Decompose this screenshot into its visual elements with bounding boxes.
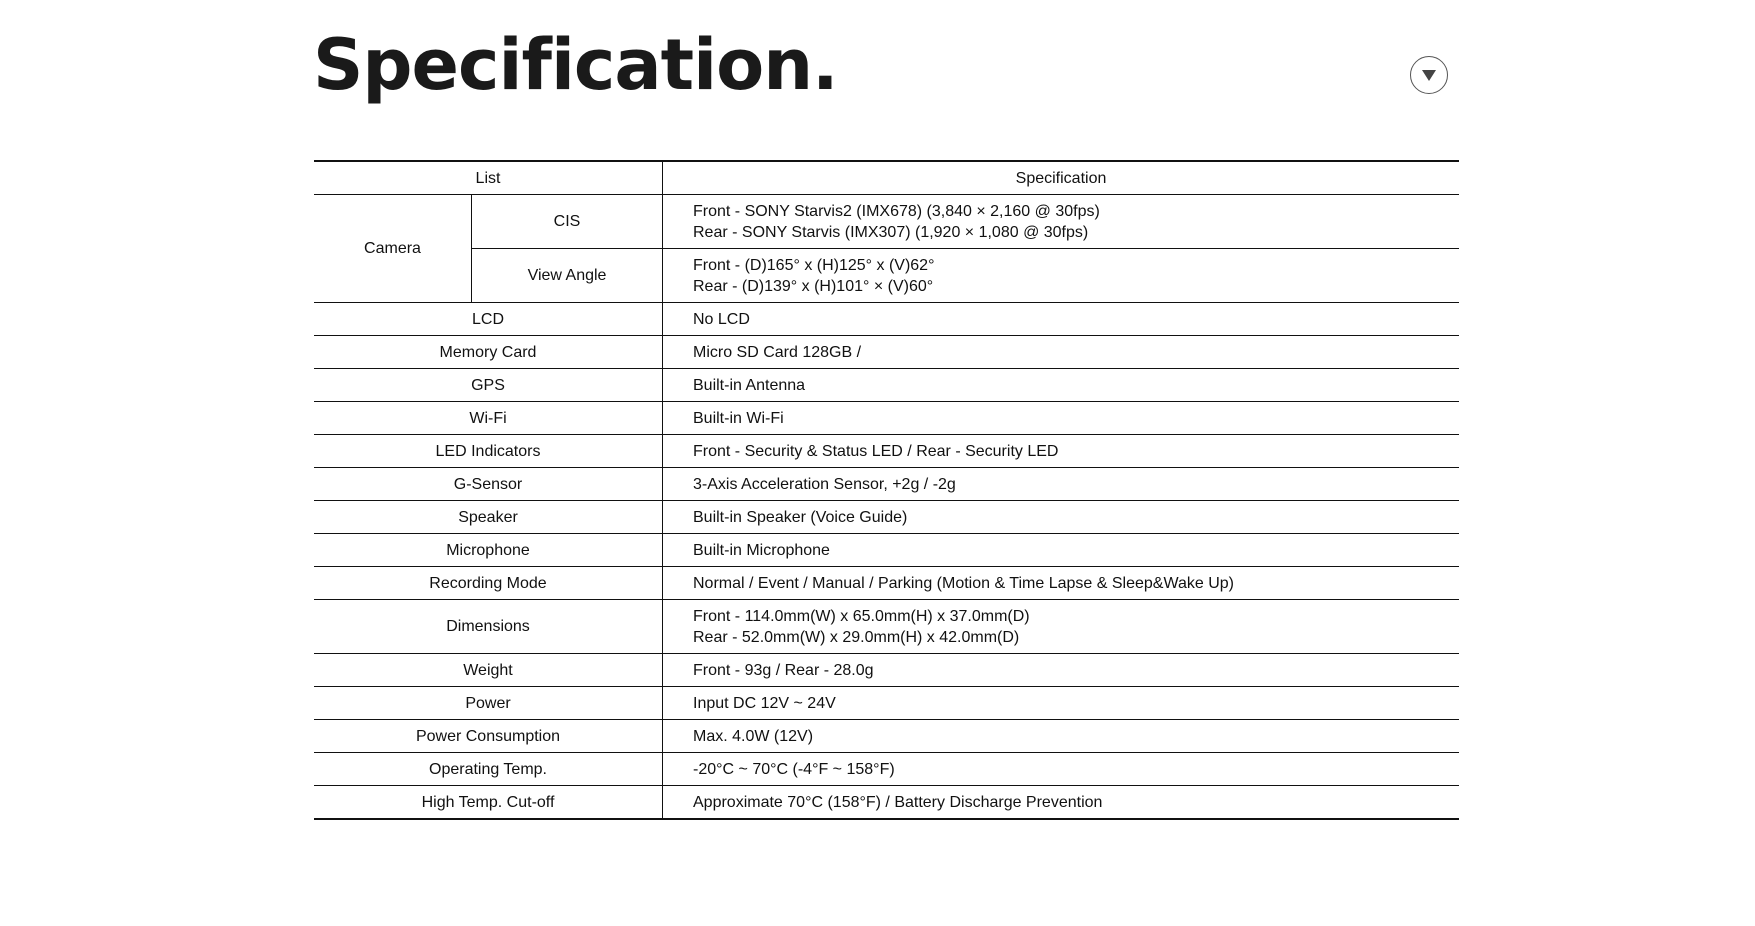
row-label: LED Indicators <box>314 435 663 468</box>
row-value <box>663 303 1460 336</box>
value-line: Built-in Speaker (Voice Guide) <box>693 508 908 526</box>
value-line: Rear - (D)139° x (H)101° × (V)60° <box>693 277 934 295</box>
table-row <box>314 654 1459 687</box>
table-row <box>314 534 1459 567</box>
value-line: Front - SONY Starvis2 (IMX678) (3,840 × 2,160 @ 30fps) <box>693 202 1100 220</box>
value-line: Built-in Wi-Fi <box>693 409 784 427</box>
row-value <box>663 534 1460 567</box>
value-line: Approximate 70°C (158°F) / Battery Discharge Prevention <box>693 793 1103 811</box>
table-row <box>314 303 1459 336</box>
row-value <box>663 687 1460 720</box>
row-label: High Temp. Cut-off <box>314 786 663 820</box>
table-row <box>314 720 1459 753</box>
value-line: Front - (D)165° x (H)125° x (V)62° <box>693 256 935 274</box>
row-value-cis <box>663 195 1460 249</box>
row-label: GPS <box>314 369 663 402</box>
value-line: Max. 4.0W (12V) <box>693 727 814 745</box>
table-row <box>314 435 1459 468</box>
table-row <box>314 786 1459 820</box>
value-line: Rear - 52.0mm(W) x 29.0mm(H) x 42.0mm(D) <box>693 628 1020 646</box>
row-label: Dimensions <box>314 600 663 654</box>
header-list: List <box>314 161 663 195</box>
table-row <box>314 249 1459 303</box>
value-line: Built-in Microphone <box>693 541 830 559</box>
row-label: LCD <box>314 303 663 336</box>
row-label: Speaker <box>314 501 663 534</box>
collapse-toggle-button[interactable] <box>1410 56 1448 94</box>
table-row <box>314 468 1459 501</box>
table-row <box>314 600 1459 654</box>
row-label-camera: Camera <box>314 195 472 303</box>
row-value <box>663 402 1460 435</box>
row-value <box>663 468 1460 501</box>
table-row <box>314 687 1459 720</box>
value-line: Input DC 12V ~ 24V <box>693 694 836 712</box>
value-line: Front - 114.0mm(W) x 65.0mm(H) x 37.0mm(D) <box>693 607 1030 625</box>
row-value <box>663 369 1460 402</box>
value-line: -20°C ~ 70°C (-4°F ~ 158°F) <box>693 760 895 778</box>
table-row <box>314 501 1459 534</box>
row-label: Weight <box>314 654 663 687</box>
value-line: Micro SD Card 128GB / <box>693 343 862 361</box>
row-value <box>663 786 1460 820</box>
header-specification: Specification <box>663 161 1460 195</box>
value-line: 3-Axis Acceleration Sensor, +2g / -2g <box>693 475 956 493</box>
row-label: Power Consumption <box>314 720 663 753</box>
table-row <box>314 336 1459 369</box>
row-label: Wi-Fi <box>314 402 663 435</box>
row-value-view-angle <box>663 249 1460 303</box>
row-value <box>663 435 1460 468</box>
table-row <box>314 567 1459 600</box>
row-sublabel-cis: CIS <box>472 195 663 249</box>
table-header-row <box>314 161 1459 195</box>
row-value <box>663 600 1460 654</box>
value-line: Built-in Antenna <box>693 376 806 394</box>
row-value <box>663 567 1460 600</box>
row-value <box>663 501 1460 534</box>
row-value <box>663 654 1460 687</box>
value-line: No LCD <box>693 310 750 328</box>
row-value <box>663 336 1460 369</box>
row-label: G-Sensor <box>314 468 663 501</box>
row-value <box>663 753 1460 786</box>
page-title: Specification. <box>313 24 838 106</box>
row-label: Operating Temp. <box>314 753 663 786</box>
table-row <box>314 195 1459 249</box>
row-label: Recording Mode <box>314 567 663 600</box>
row-value <box>663 720 1460 753</box>
table-row <box>314 369 1459 402</box>
value-line: Front - 93g / Rear - 28.0g <box>693 661 874 679</box>
table-row <box>314 753 1459 786</box>
spec-table <box>314 160 1459 820</box>
value-line: Front - Security & Status LED / Rear - Security LED <box>693 442 1059 460</box>
row-label: Microphone <box>314 534 663 567</box>
table-row <box>314 402 1459 435</box>
row-sublabel-view-angle: View Angle <box>472 249 663 303</box>
row-label: Memory Card <box>314 336 663 369</box>
value-line: Rear - SONY Starvis (IMX307) (1,920 × 1,080 @ 30fps) <box>693 223 1089 241</box>
triangle-down-icon <box>1421 69 1437 82</box>
value-line: Normal / Event / Manual / Parking (Motion & Time Lapse & Sleep&Wake Up) <box>693 574 1234 592</box>
row-label: Power <box>314 687 663 720</box>
